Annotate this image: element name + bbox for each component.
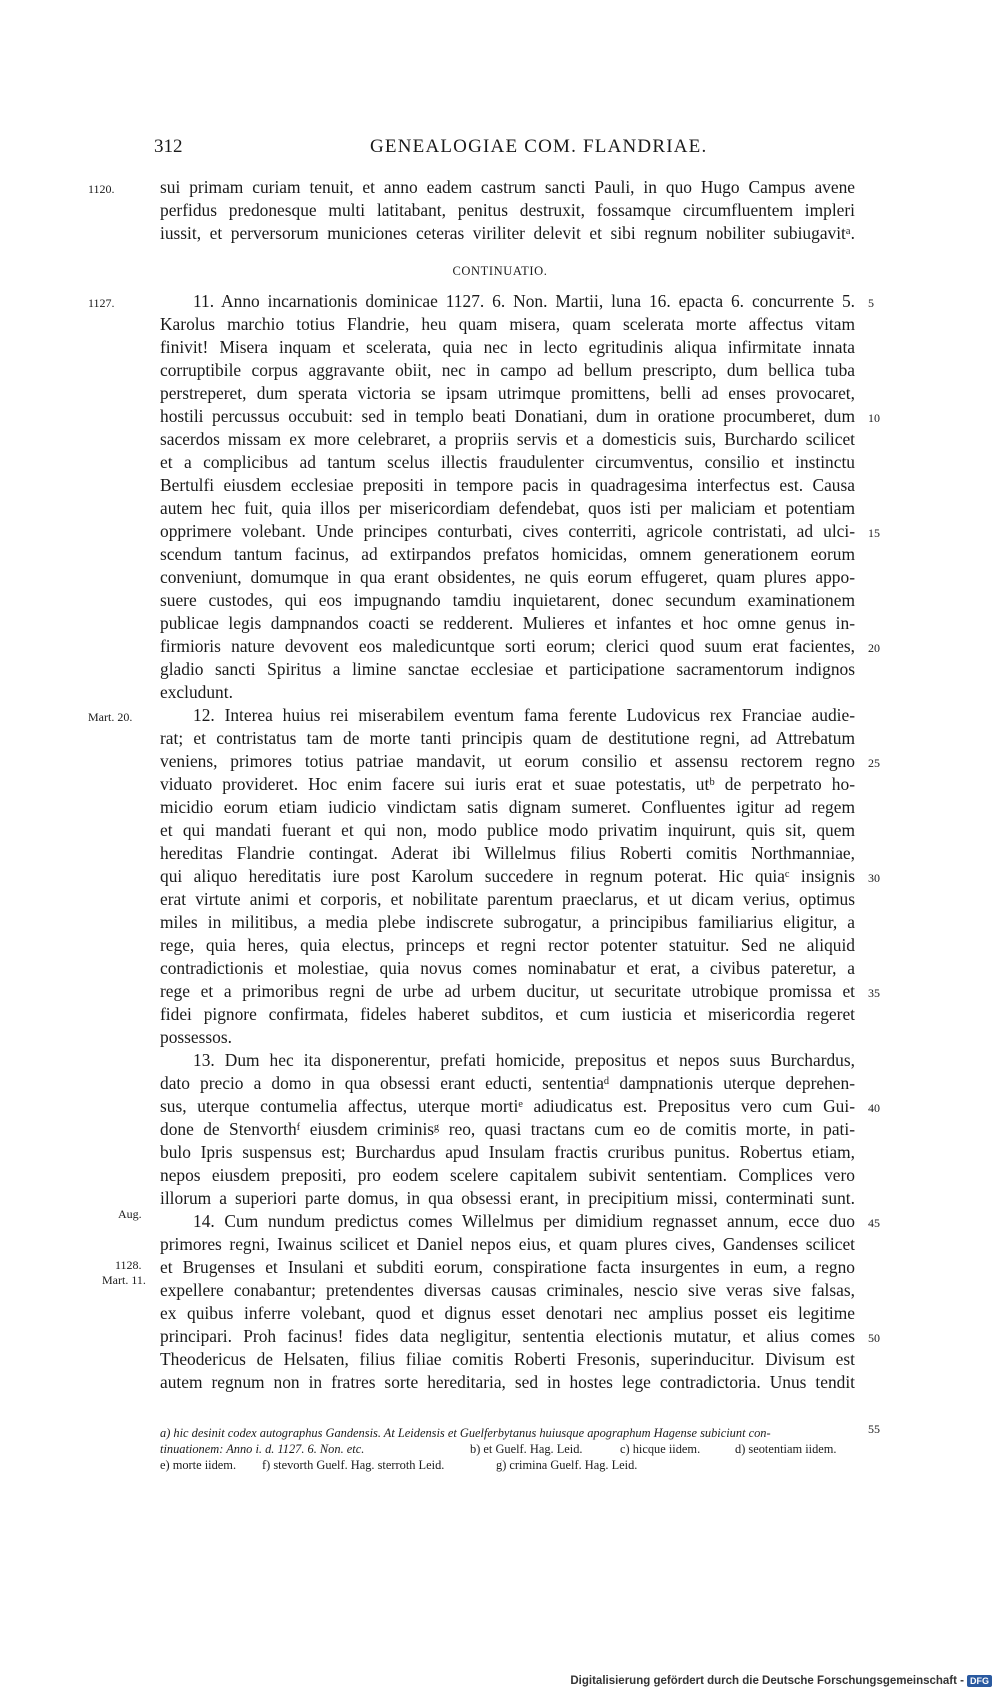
text-line: viduato provideret. Hoc enim facere sui iuris erat et suae potestatis, utᵇ de perpetrato ho- (160, 774, 855, 794)
footer-text: Digitalisierung gefördert durch die Deutsche Forschungsgemeinschaft - (570, 1675, 964, 1687)
text-line: opprimere volebant. Unde principes conturbati, cives conterriti, agricole contristati, ad ulci- (160, 521, 855, 541)
page-header (154, 136, 854, 166)
footnote: b) et Guelf. Hag. Leid. (470, 1442, 583, 1456)
text-line: qui aliquo hereditatis iure post Karolum succedere in regnum poterat. Hic quiaᶜ insignis (160, 866, 855, 886)
line-number: 50 (868, 1331, 880, 1345)
footnote: c) hicque iidem. (620, 1442, 701, 1456)
text-line: corruptibile corpus aggravante obiit, nec in campo ad bellum prescripto, dum bellica tuba (160, 360, 855, 380)
text-line: 12. Interea huius rei miserabilem eventum fama ferente Ludovicus rex Franciae audie- (193, 705, 855, 725)
footnote: e) morte iidem. (160, 1458, 237, 1472)
text-line: autem regnum non in fratres sorte hereditaria, sed in hostes lege contradictoria. Unus tendit (160, 1372, 855, 1392)
text-line: 11. Anno incarnationis dominicae 1127. 6. Non. Martii, luna 16. epacta 6. concurrente 5. (193, 291, 855, 311)
text-line: hostili percussus occubuit: sed in templo beati Donatiani, dum in oratione procumberet, dum (160, 406, 855, 426)
line-number: 55 (868, 1422, 880, 1436)
text-line: firmioris nature devovent eos maledicuntque sorti eorum; clerici quod suum erat facientes, (160, 636, 855, 656)
text-line: sus, uterque contumelia affectus, uterque mortiᵉ adiudicatus est. Prepositus vero cum Gui- (160, 1096, 855, 1116)
line-number: 20 (868, 641, 880, 655)
margin-date: Mart. 11. (102, 1273, 146, 1287)
text-line: iussit, et perversorum municiones ceteras viriliter delevit et sibi regnum nobiliter subiugavitᵃ. (160, 223, 855, 243)
running-title: GENEALOGIAE COM. FLANDRIAE. (370, 136, 708, 157)
text-line: sacerdos missam ex more celebraret, a propriis servis et a domesticis suis, Burchardo scilicet (160, 429, 855, 449)
text-line: suere custodes, qui eos impugnando tamdiu inquietarent, donec secundum examinationem (160, 590, 855, 610)
line-number: 30 (868, 871, 880, 885)
line-number: 45 (868, 1216, 880, 1230)
footnote: d) seotentiam iidem. (735, 1442, 837, 1456)
text-line: finivit! Misera inquam et scelerata, quia nec in lecto egritudinis aliqua infirmitate innata (160, 337, 855, 357)
text-line: ex quibus inferre volebant, quod et dignus esset denotari nec amplius posset eis legitime (160, 1303, 855, 1323)
margin-year: 1127. (88, 296, 115, 310)
text-line: et Brugenses et Insulani et subditi eorum, conspiratione facta insurgentes in eum, a regno (160, 1257, 855, 1277)
text-line: 14. Cum nundum predictus comes Willelmus per dimidium regnasset annum, ecce duo (193, 1211, 855, 1231)
text-line: nepos eiusdem prepositi, pro eodem scelere capitalem subivit sententiam. Complices vero (160, 1165, 855, 1185)
text-line: contradictionis et molestiae, quia novus comes nominabatur et erat, a civibus pateretur, a (160, 958, 855, 978)
text-line: veniens, primores totius patriae mandavit, ut eorum consilio et assensu rectorem regno (160, 751, 855, 771)
text-line: autem hec fuit, quia illos per misericordiam defendebat, quos isti per maliciam et potentiam (160, 498, 855, 518)
dfg-logo: DFG (967, 1675, 992, 1687)
section-title: CONTINUATIO. (452, 264, 548, 278)
text-line: hereditas Flandrie contingat. Aderat ibi Willelmus filius Roberti comitis Northmanniae, (160, 843, 855, 863)
text-line: rege et a primoribus regni de urbe ad urbem ducitur, ut securitate utrobique promissa et (160, 981, 855, 1001)
text-line: excludunt. (160, 682, 233, 702)
text-line: perfidus predonesque multi latitabant, penitus destruxit, fossamque circumfluentem impleri (160, 200, 855, 220)
line-number: 15 (868, 526, 880, 540)
line-number: 40 (868, 1101, 880, 1115)
line-number: 35 (868, 986, 880, 1000)
margin-date: Aug. (118, 1207, 142, 1221)
text-line: principari. Proh facinus! fides data negligitur, sententia electionis mutatur, et alius comes (160, 1326, 855, 1346)
page-number: 312 (154, 136, 183, 157)
text-line: illorum a superiori parte domus, in qua obsessi erant, in precipitium missi, conterminati sunt. (160, 1188, 855, 1208)
text-line: publicae legis dampnandos coacti se redderent. Mulieres et infantes et hoc omne genus in- (160, 613, 855, 633)
footnote: f) stevorth Guelf. Hag. sterroth Leid. (262, 1458, 445, 1472)
margin-year: 1128. (115, 1258, 142, 1272)
footnote: g) crimina Guelf. Hag. Leid. (496, 1458, 638, 1472)
margin-year: 1120. (88, 182, 115, 196)
text-line: erat virtute animi et corporis, et nobilitate parentum praeclarus, et ut dicam verius, optimus (160, 889, 855, 909)
text-line: miles in militibus, a media plebe indiscrete subrogatur, a principibus familiarius eligitur, a (160, 912, 855, 932)
text-line: perstreperet, dum sperata victoria se ipsam utrimque promittens, belli ad enses provocaret, (160, 383, 855, 403)
text-line: Bertulfi eiusdem ecclesiae prepositi in tempore pacis in quadragesima interfectus est. Causa (160, 475, 855, 495)
footnote: tinuationem: Anno i. d. 1127. 6. Non. etc. (160, 1442, 365, 1456)
line-number: 10 (868, 411, 880, 425)
line-number: 5 (868, 296, 874, 310)
text-line: scendum tantum facinus, ad extirpandos prefatos homicidas, omnem generationem eorum (160, 544, 855, 564)
text-line: done de Stenvorthᶠ eiusdem criminisᵍ reo, quasi tractans cum eo de comitis morte, in pati- (160, 1119, 855, 1139)
text-line: expellere conabantur; pretendentes diversas causas criminales, nescio sive veras sive falsas, (160, 1280, 855, 1300)
text-line: et qui mandati fuerant et qui non, modo publice modo privatim inquirunt, quis sit, quem (160, 820, 855, 840)
digitization-footer (570, 1675, 992, 1687)
text-line: et a complicibus ad tantum scelus illectis fraudulenter circumventus, consilio et instinctu (160, 452, 855, 472)
text-line: 13. Dum hec ita disponerentur, prefati homicide, prepositus et nepos suus Burchardus, (193, 1050, 855, 1070)
text-line: fidei pignore confirmata, fideles haberet subditos, et cum iusticia et misericordia regeret (160, 1004, 855, 1024)
text-line: micidio eorum etiam iudicio vindictam satis dignam sumeret. Confluentes igitur ad regem (160, 797, 855, 817)
text-line: bulo Ipris suspensus est; Burchardus apud Insulam fractis cruribus punitus. Robertus etiam, (160, 1142, 855, 1162)
footnote: a) hic desinit codex autographus Gandensis. At Leidensis et Guelferbytanus huiusque apographum Hagense subiciunt con- (160, 1426, 771, 1440)
line-number: 25 (868, 756, 880, 770)
text-line: Theodericus de Helsaten, filius filiae comitis Roberti Fresonis, superinducitur. Divisum est (160, 1349, 855, 1369)
text-line: primores regni, Iwainus scilicet et Daniel nepos eius, et quam plures cives, Gandenses scilicet (160, 1234, 855, 1254)
text-line: gladio sancti Spiritus a limine sanctae ecclesiae et participatione sacramentorum indignos (160, 659, 855, 679)
text-line: conveniunt, domumque in qua erant obsidentes, ne quis eorum effugeret, quam plures appo- (160, 567, 855, 587)
margin-date: Mart. 20. (88, 710, 133, 724)
text-line: possessos. (160, 1027, 232, 1047)
text-line: rat; et contristatus tam de morte tanti principis quam de destitutione regni, ad Attrebatum (160, 728, 855, 748)
text-line: dato precio a domo in qua obsessi erant educti, sententiaᵈ dampnationis uterque deprehen- (160, 1073, 855, 1093)
text-line: sui primam curiam tenuit, et anno eadem castrum sancti Pauli, in quo Hugo Campus avene (160, 177, 855, 197)
text-line: rege, quia heres, quia electus, princeps et regni rector potenter statuitur. Sed ne aliquid (160, 935, 855, 955)
text-line: Karolus marchio totius Flandrie, heu quam misera, quam scelerata morte affectus vitam (160, 314, 855, 334)
